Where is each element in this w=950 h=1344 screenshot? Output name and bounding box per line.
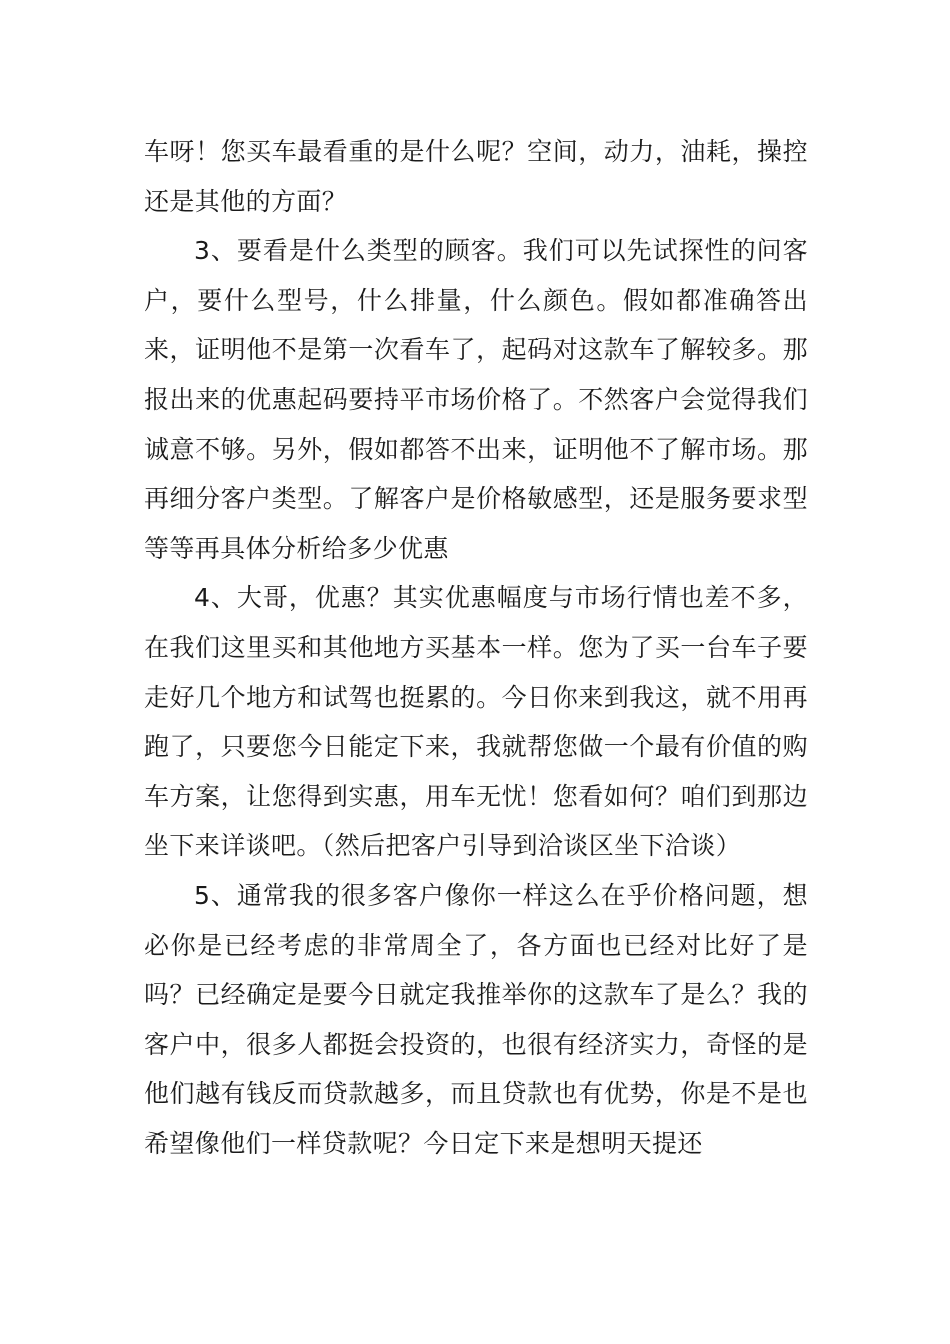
- paragraph-item-4: 4、大哥，优惠？其实优惠幅度与市场行情也差不多，在我们这里买和其他地方买基本一样。您为了买一台车子要走好几个地方和试驾也挺累的。今日你来到我这，就不用再跑了，只要您今日能定下来，我就帮您做一个最有价值的购车方案，让您得到实惠，用车无忧！您看如何？咱们到那边坐下来详谈吧。（然后把客户引导到洽谈区坐下洽谈）: [144, 583, 808, 861]
- document-body: [144, 127, 808, 1168]
- paragraph-item-3: 3、要看是什么类型的顾客。我们可以先试探性的问客户，要什么型号，什么排量，什么颜色。假如都准确答出来，证明他不是第一次看车了，起码对这款车了解较多。那报出来的优惠起码要持平市场价格了。不然客户会觉得我们诚意不够。另外，假如都答不出来，证明他不了解市场。那再细分客户类型。了解客户是价格敏感型，还是服务要求型等等再具体分析给多少优惠: [144, 236, 808, 563]
- paragraph-item-5: 5、通常我的很多客户像你一样这么在乎价格问题，想必你是已经考虑的非常周全了，各方面也已经对比好了是吗？已经确定是要今日就定我推举你的这款车了是么？我的客户中，很多人都挺会投资的，也很有经济实力，奇怪的是他们越有钱反而贷款越多，而且贷款也有优势，你是不是也希望像他们一样贷款呢？今日定下来是想明天提还: [144, 880, 808, 1158]
- paragraph-continuation: 车呀！您买车最看重的是什么呢？空间，动力，油耗，操控还是其他的方面？: [144, 137, 808, 216]
